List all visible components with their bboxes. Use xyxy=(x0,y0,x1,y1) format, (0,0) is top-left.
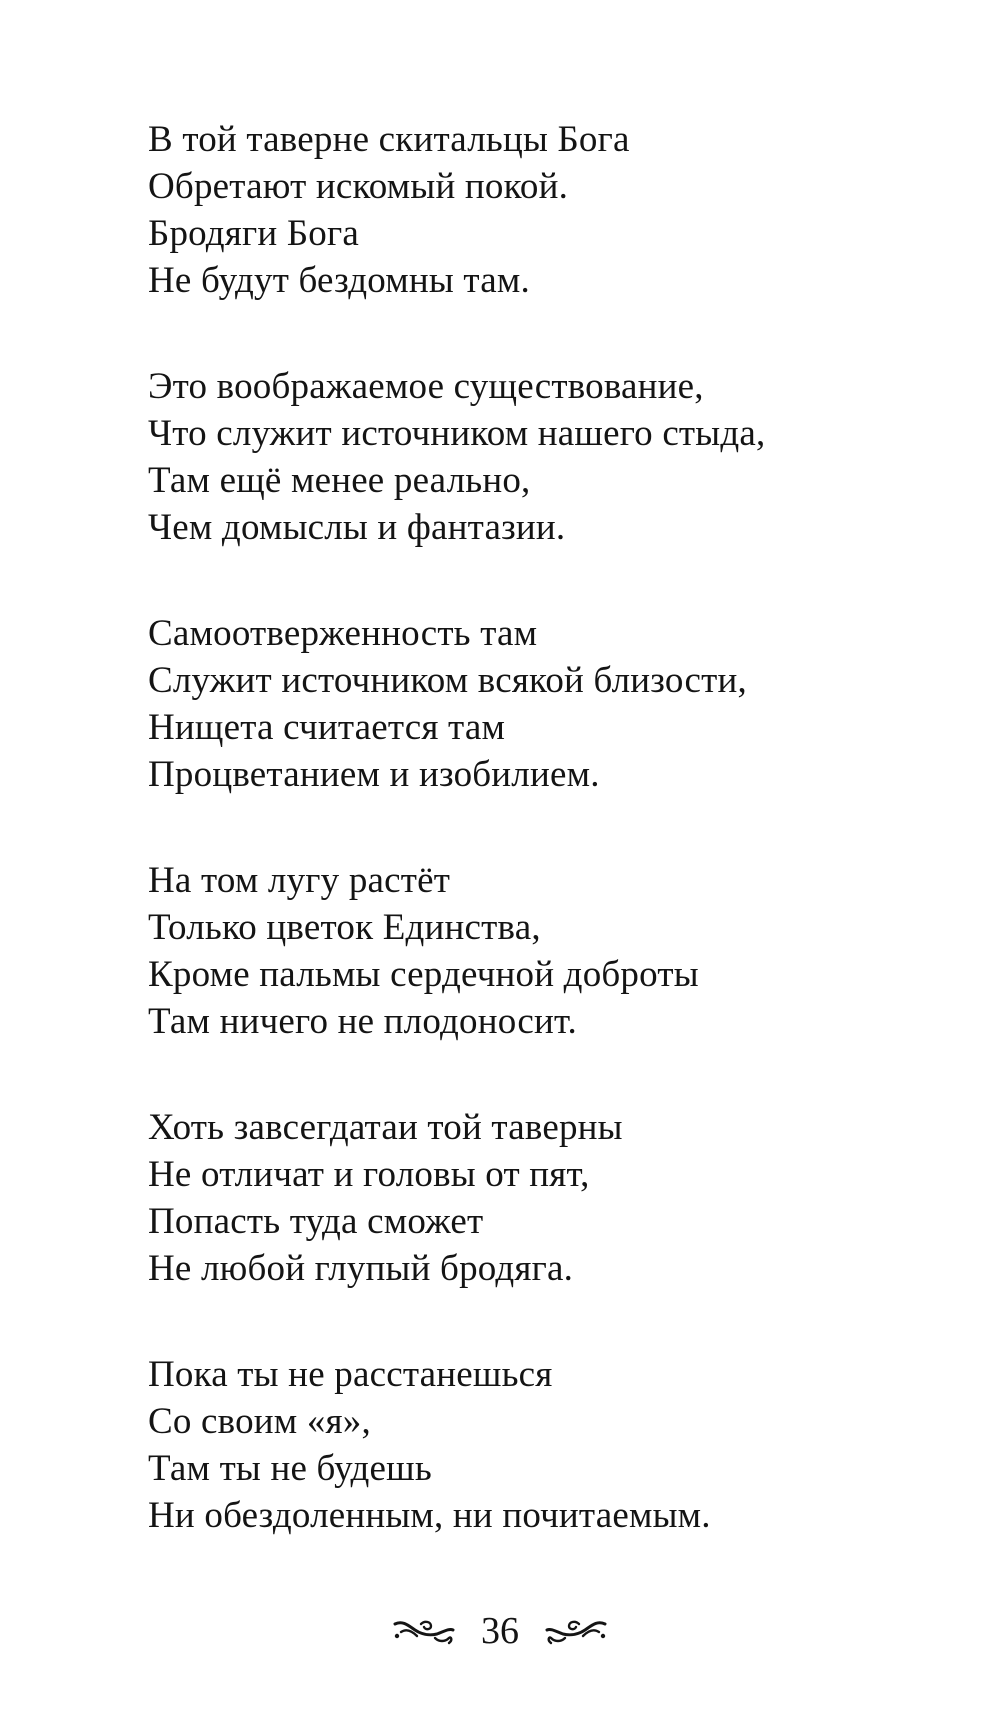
poem-line: Служит источником всякой близости, xyxy=(148,660,747,701)
poem-line: Ни обездоленным, ни почитаемым. xyxy=(148,1495,711,1536)
poem-line: Только цветок Единства, xyxy=(148,907,541,948)
poem-line: Процветанием и изобилием. xyxy=(148,754,600,795)
page-number: 36 xyxy=(481,1610,519,1652)
poem-line: Со своим «я», xyxy=(148,1401,371,1442)
floral-ornament-icon xyxy=(543,1616,609,1646)
poem-line: Не будут бездомны там. xyxy=(148,260,530,301)
stanza xyxy=(148,1351,948,1539)
poem-line: Не любой глупый бродяга. xyxy=(148,1248,574,1289)
poem-line: Кроме пальмы сердечной доброты xyxy=(148,954,699,995)
page-footer xyxy=(0,1606,1000,1656)
poem-line: Чем домыслы и фантазии. xyxy=(148,507,566,548)
poem-line: Что служит источником нашего стыда, xyxy=(148,413,766,454)
poem-line: Там ничего не плодоносит. xyxy=(148,1001,577,1042)
poem xyxy=(148,116,948,1598)
poem-line: Обретают искомый покой. xyxy=(148,166,569,207)
poem-line: Это воображаемое существование, xyxy=(148,366,704,407)
poem-line: Попасть туда сможет xyxy=(148,1201,484,1242)
poem-line: В той таверне скитальцы Бога xyxy=(148,119,630,160)
stanza xyxy=(148,1104,948,1292)
stanza xyxy=(148,610,948,798)
poem-line: Там ещё менее реально, xyxy=(148,460,531,501)
poem-line: Там ты не будешь xyxy=(148,1448,432,1489)
stanza xyxy=(148,363,948,551)
stanza xyxy=(148,857,948,1045)
stanza xyxy=(148,116,948,304)
poem-line: На том лугу растёт xyxy=(148,860,451,901)
poem-line: Нищета считается там xyxy=(148,707,506,748)
poem-line: Не отличат и головы от пят, xyxy=(148,1154,590,1195)
poem-line: Хоть завсегдатаи той таверны xyxy=(148,1107,623,1148)
poem-line: Бродяги Бога xyxy=(148,213,359,254)
poem-line: Пока ты не расстанешься xyxy=(148,1354,553,1395)
poem-line: Самоотверженность там xyxy=(148,613,538,654)
floral-ornament-icon xyxy=(391,1616,457,1646)
